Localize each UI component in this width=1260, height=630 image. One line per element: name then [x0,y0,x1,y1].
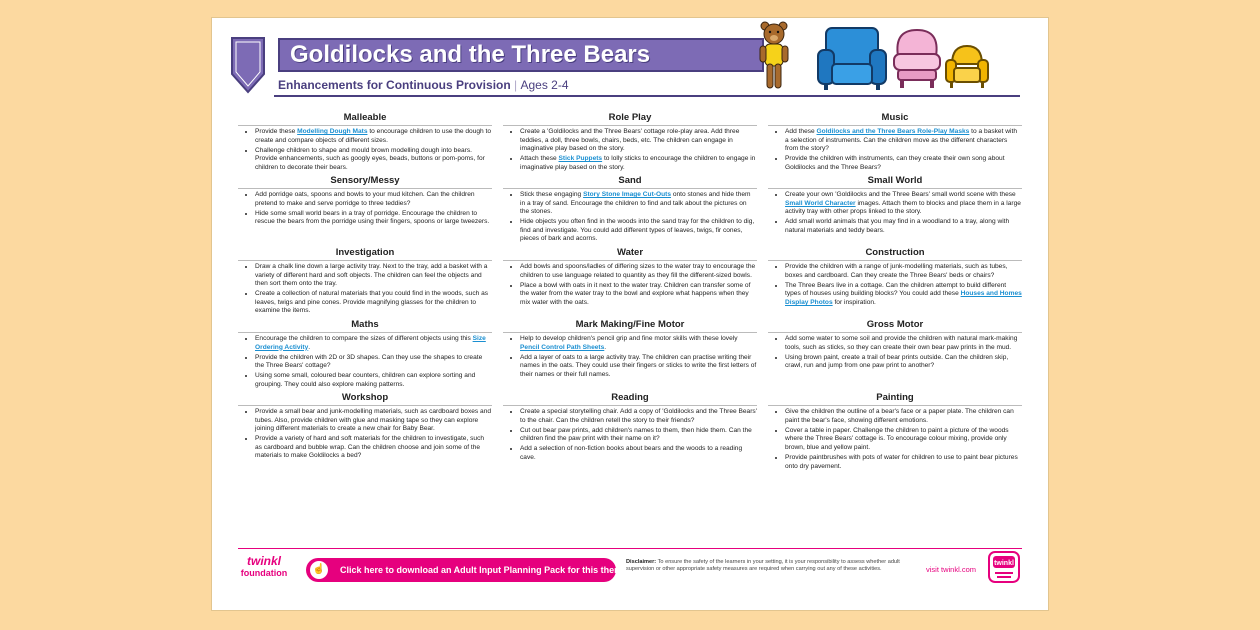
activity-item [255,290,492,316]
activity-text: Add some water to some soil and provide the children with natural mark-making tools, such as sticks, so they can create their own bear paw prints in the mud. [785,335,1018,351]
activity-section [238,111,492,174]
activity-text: Create your own 'Goldilocks and the Three Bears' small world scene with these [785,191,1016,198]
activity-list [768,408,1022,471]
activity-item [785,128,1022,154]
section-title: Music [768,111,1022,126]
subtitle-separator: | [514,78,518,92]
resource-link[interactable]: Modelling Dough Mats [297,128,368,135]
activity-item [255,408,492,434]
activity-text: Challenge children to shape and mould brown modelling dough into bears. Provide enhancements, such as googly eyes, beads, buttons or pom-poms, for children to decorate their bears. [255,146,485,171]
activity-item [255,147,492,173]
activity-list [238,263,492,316]
activity-list [503,408,757,463]
activity-item [255,263,492,289]
activity-text: Add bowls and spoons/ladles of differing sizes to the water tray to encourage the children to use language related to quantity as they fill the different-sized bowls. [520,263,756,279]
section-title: Investigation [238,246,492,261]
section-title: Construction [768,246,1022,261]
activity-text: Provide the children with 2D or 3D shapes. Can they use the shapes to create the Three Bears' cottage? [255,353,483,370]
activity-text: Using some small, coloured bear counters, children can explore sorting and grouping. They could also explore making patterns. [255,372,476,388]
activity-section [503,318,757,391]
activity-text: Draw a chalk line down a large activity tray. Next to the tray, add a basket with a variety of different hard and soft objects. The children can feel the objects and then sort them onto the tray. [255,263,488,288]
resource-link[interactable]: Houses and Homes Display Photos [785,290,1022,306]
activity-section [768,318,1022,391]
activity-list [768,335,1022,371]
resource-link[interactable]: Size Ordering Activity [255,335,486,351]
activity-text: to a basket with a selection of instruments. Can the children move as the different characters from the story? [785,128,1017,153]
section-title: Sensory/Messy [238,174,492,189]
badge-text: twinkl [994,560,1014,567]
activity-item [255,191,492,208]
activity-list [768,191,1022,235]
activity-section [503,174,757,246]
section-title: Gross Motor [768,318,1022,333]
activity-text: Encourage the children to compare the sizes of different objects using this [255,335,473,342]
activity-column [768,111,1022,473]
activity-text: Provide a small bear and junk-modelling materials, such as cardboard boxes and tubes. Also, provide children with glue and masking tape so they can explore joining different materials to create a new chair for Baby Bear. [255,408,492,433]
activity-item [520,335,757,352]
activity-item [520,218,757,244]
logo-top-text: twinkl [246,554,281,568]
activity-column [503,111,757,473]
activity-text: Provide a variety of hard and soft materials for the children to investigate, such as cardboard and bubble wrap. Can the children choose and join some of the materials to make Goldilocks a bed? [255,435,485,460]
activity-list [768,263,1022,307]
activity-text: Create a 'Goldilocks and the Three Bears' cottage role-play area. Add three teddies, a doll, three bowls, chairs, beds, etc. The children can engage in imaginative play based on the story. [520,128,740,153]
activity-list [768,128,1022,172]
activity-text: Using brown paint, create a trail of bear prints outside. Can the children skip, crawl, run and jump from one paw print to another? [785,353,1009,370]
activity-text: Provide these [255,128,298,135]
activity-text: Provide paintbrushes with pots of water for children to use to paint bear pictures onto dry pavement. [785,453,1018,470]
activity-list [238,128,492,172]
activity-text: to lolly sticks to encourage the children to engage in imaginative play based on the story. [520,155,756,171]
activity-item [785,335,1022,352]
activity-text: Hide objects you often find in the woods into the sand tray for the children to dig, find and investigate. You could add different types of leaves, twigs, fir cones, pieces of bark and acorns. [520,218,755,243]
activity-item [785,155,1022,172]
shield-icon [230,36,266,94]
activity-text: for inspiration. [832,298,876,306]
activity-text: images. Attach them to blocks and place them in a large activity tray with other props linked to the story. [785,199,1021,216]
yellow-chair-icon [944,42,990,90]
activity-item [785,282,1022,308]
activity-list [238,335,492,390]
subtitle-ages: Ages 2-4 [520,78,569,92]
activity-item [255,128,492,145]
disclaimer-label: Disclaimer: [626,559,657,565]
pointer-hand-icon: ☝ [310,561,328,579]
section-title: Water [503,246,757,261]
activity-item [785,218,1022,235]
activity-section [238,318,492,391]
activity-text: Attach these [520,155,559,163]
activity-text: Add a layer of oats to a large activity tray. The children can practise writing their names in the oats. They could use their fingers or sticks to write the first letters of their names or their full names. [520,353,757,378]
activity-text: Add these [785,128,817,135]
activity-column [238,111,492,473]
activity-text: Add porridge oats, spoons and bowls to your mud kitchen. Can the children pretend to make and serve porridge to three teddies? [255,191,475,207]
activity-section [768,246,1022,318]
activity-text: Place a bowl with oats in it next to the water tray. Children can transfer some of the water from the water tray to the bowl and explore what happens when they mix water with the oats. [520,281,751,306]
activity-section [238,174,492,246]
resource-link[interactable]: Goldilocks and the Three Bears Role-Play Masks [816,128,970,135]
activity-text: Stick these engaging [520,191,584,198]
activity-list [238,408,492,461]
activity-list [503,128,757,172]
footer-divider [238,548,1022,549]
activity-text: . [308,343,311,351]
download-button-label: Click here to download an Adult Input Planning Pack for this theme. [340,565,630,575]
logo-bottom-text: foundation [240,568,288,578]
section-title: Malleable [238,111,492,126]
activity-section [238,246,492,318]
activity-text: The Three Bears live in a cottage. Can the children attempt to build different types of houses using building blocks? You could add these [785,281,1007,298]
activity-section [503,246,757,318]
activity-item [255,354,492,371]
section-title: Reading [503,391,757,406]
activity-list [503,335,757,379]
activity-text: Create a special storytelling chair. Add a copy of 'Goldilocks and the Three Bears' to the chair. Can the children retell the story to their friends? [520,408,757,424]
resource-link[interactable]: Story Stone Image Cut-Outs [583,191,671,198]
section-title: Mark Making/Fine Motor [503,318,757,333]
activity-item [520,445,757,462]
disclaimer-text: To ensure the safety of the learners in your setting, it is your responsibility to assess whether adult supervision or other appropriate safety measures are required when carrying out any of these activities. [626,559,900,572]
pink-chair-icon [890,26,944,90]
activity-section [768,174,1022,246]
twinkl-foundation-logo[interactable] [238,554,290,592]
activity-text: . [604,343,607,351]
activity-item [255,372,492,389]
activity-item [255,335,492,352]
activity-item [785,408,1022,425]
activity-section [503,111,757,174]
section-title: Workshop [238,391,492,406]
activity-text: to encourage children to use the dough to create and compare objects of different sizes. [255,128,492,144]
activity-list [503,263,757,307]
resource-link[interactable]: Stick Puppets [558,155,603,163]
section-title: Small World [768,174,1022,189]
activity-list [238,191,492,227]
activity-text: Add a selection of non-fiction books about bears and the woods to a reading cave. [520,445,743,461]
planning-sheet [212,18,1048,610]
activity-item [785,263,1022,280]
activity-item [785,191,1022,217]
header-divider [274,95,1020,97]
subtitle-main: Enhancements for Continuous Provision [278,78,511,92]
resource-link[interactable]: Small World Character [785,199,856,207]
activity-text: Provide the children with a range of junk-modelling materials, such as tubes, boxes and cardboard. Can they create the Three Bears' beds or chairs? [785,263,1008,279]
activity-section [768,111,1022,174]
activity-text: onto stones and hide them in a tray of sand. Encourage the children to find and talk about the pictures on the stones. [520,191,751,216]
section-title: Painting [768,391,1022,406]
activity-text: Cover a table in paper. Challenge the children to paint a picture of the woods where the Three Bears' cottage is. To encourage colour mixing, provide only brown, blue and yellow paint. [785,426,1009,451]
activity-text: Help to develop children's pencil grip and fine motor skills with these lovely [520,335,738,342]
activity-text: Provide the children with instruments, can they create their own song about Goldilocks and the Three Bears? [785,155,1005,171]
activity-section [768,391,1022,473]
activity-section [238,391,492,473]
activity-text: Cut out bear paw prints, add children's names to them, then hide them. Can the children find the paw print with their name on it? [520,426,752,443]
activity-item [520,354,757,380]
activity-item [520,155,757,172]
section-title: Maths [238,318,492,333]
activity-text: Give the children the outline of a bear's face or a paper plate. The children can paint the bear's face, showing different emotions. [785,408,1014,424]
page-subtitle [278,78,798,92]
activity-item [520,427,757,444]
activity-item [255,210,492,227]
bear-icon [756,18,792,92]
activity-item [255,435,492,461]
activity-item [520,263,757,280]
activity-item [785,427,1022,453]
twinkl-badge-icon [987,550,1021,584]
activity-item [520,191,757,217]
resource-link[interactable]: Pencil Control Path Sheets [520,343,605,351]
activity-item [520,408,757,425]
blue-armchair-icon [816,24,888,92]
visit-twinkl-link[interactable]: visit twinkl.com [926,565,977,574]
download-planning-pack-button[interactable] [306,558,630,582]
activity-item [520,128,757,154]
activity-text: Create a collection of natural materials that you could find in the woods, such as leaves, twigs and pine cones. Provide magnifying glasses for the children to examine the items. [255,290,489,315]
activity-item [785,354,1022,371]
activity-text: Hide some small world bears in a tray of porridge. Encourage the children to rescue the bears from the porridge using their fingers, spoons or large tweezers. [255,209,490,226]
section-title: Sand [503,174,757,189]
activity-item [520,282,757,308]
activity-grid [238,111,1022,473]
activity-list [503,191,757,244]
activity-section [503,391,757,473]
disclaimer [626,559,926,573]
activity-text: Add small world animals that you may find in a woodland to a tray, along with natural materials and teddy bears. [785,218,1010,234]
page-title: Goldilocks and the Three Bears [278,38,764,72]
activity-item [785,454,1022,471]
section-title: Role Play [503,111,757,126]
